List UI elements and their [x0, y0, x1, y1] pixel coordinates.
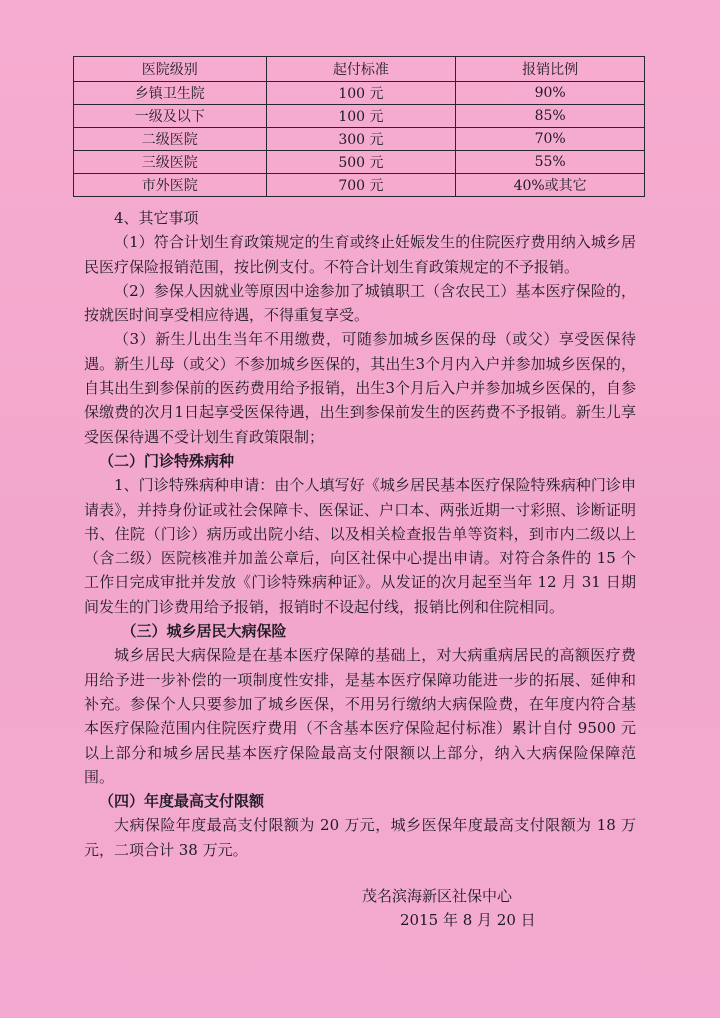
column-header: 起付标准 — [266, 57, 456, 82]
issuing-organization: 茂名滨海新区社保中心 — [362, 887, 513, 905]
table-cell: 90% — [456, 82, 645, 105]
table-cell: 500 元 — [266, 151, 456, 174]
table-cell: 100 元 — [266, 105, 456, 128]
table-cell: 700 元 — [266, 174, 456, 197]
paragraph: 大病保险年度最高支付限额为 20 万元，城乡医保年度最高支付限额为 18 万元，二项合计 38 万元。 — [84, 816, 636, 859]
table-cell: 乡镇卫生院 — [74, 82, 267, 105]
paragraph: 1、门诊特殊病种申请：由个人填写好《城乡居民基本医疗保险特殊病种门诊申请表》，并持身份证或社会保障卡、医保证、户口本、两张近期一寸彩照、诊断证明书、住院（门诊）病历或出院小结、以及相关检查报告单等资料，到市内二级以上（含二级）医院核准并加盖公章后，向区社保中心提出申请。对符合条件的 15 个工作日完成审批并发放《门诊特殊病种证》。从发证的次月起至当年 12 月 31 日期间发生的门诊费用给予报销，报销时不设起付线，报销比例和住院相同。 — [84, 476, 636, 616]
paragraph: （3）新生儿出生当年不用缴费，可随参加城乡医保的母（或父）享受医保待遇。新生儿母（或父）不参加城乡医保的，其出生3个月内入户并参加城乡医保的，自其出生到参保前的医药费用给予报销，出生3个月后入户并参加城乡医保的，自参保缴费的次月1日起享受医保待遇，出生到参保前发生的医药费不予报销。新生儿享受医保待遇不受计划生育政策限制； — [84, 330, 636, 446]
table-cell: 市外医院 — [74, 174, 267, 197]
column-header: 报销比例 — [456, 57, 645, 82]
table-cell: 40%或其它 — [456, 174, 645, 197]
table-cell: 55% — [456, 151, 645, 174]
table-row — [74, 82, 645, 105]
signature-block — [362, 884, 562, 932]
issue-date: 2015 年 8 月 20 日 — [400, 911, 536, 929]
table-cell: 85% — [456, 105, 645, 128]
table-cell: 三级医院 — [74, 151, 267, 174]
table-row — [74, 105, 645, 128]
section-heading: （四）年度最高支付限额 — [99, 792, 265, 811]
table-header-row — [74, 57, 645, 82]
column-header: 医院级别 — [74, 57, 267, 82]
section-heading: （三）城乡居民大病保险 — [121, 622, 287, 641]
section-heading: 4、其它事项 — [114, 209, 199, 227]
table-cell: 一级及以下 — [74, 105, 267, 128]
table-cell: 70% — [456, 128, 645, 151]
paragraph: （2）参保人因就业等原因中途参加了城镇职工（含农民工）基本医疗保险的，按就医时间享受相应待遇，不得重复享受。 — [84, 281, 636, 325]
table-row — [74, 151, 645, 174]
paragraph: 城乡居民大病保险是在基本医疗保障的基础上，对大病重病居民的高额医疗费用给予进一步补偿的一项制度性安排，是基本医疗保障功能进一步的拓展、延伸和补充。参保个人只要参加了城乡医保，不用另行缴纳大病保险费，在年度内符合基本医疗保险范围内住院医疗费用（不含基本医疗保险起付标准）累计自付 9500 元以上部分和城乡居民基本医疗保险最高支付限额以上部分，纳入大病保险保障范围。 — [84, 646, 636, 786]
table-cell: 100 元 — [266, 82, 456, 105]
table-cell: 二级医院 — [74, 128, 267, 151]
paragraph: （1）符合计划生育政策规定的生育或终止妊娠发生的住院医疗费用纳入城乡居民医疗保险报销范围，按比例支付。不符合计划生育政策规定的不予报销。 — [84, 233, 636, 276]
table-cell: 300 元 — [266, 128, 456, 151]
reimbursement-table — [73, 56, 645, 197]
document-body — [84, 206, 636, 862]
table-row — [74, 174, 645, 197]
table-row — [74, 128, 645, 151]
section-heading: （二）门诊特殊病种 — [99, 451, 235, 470]
